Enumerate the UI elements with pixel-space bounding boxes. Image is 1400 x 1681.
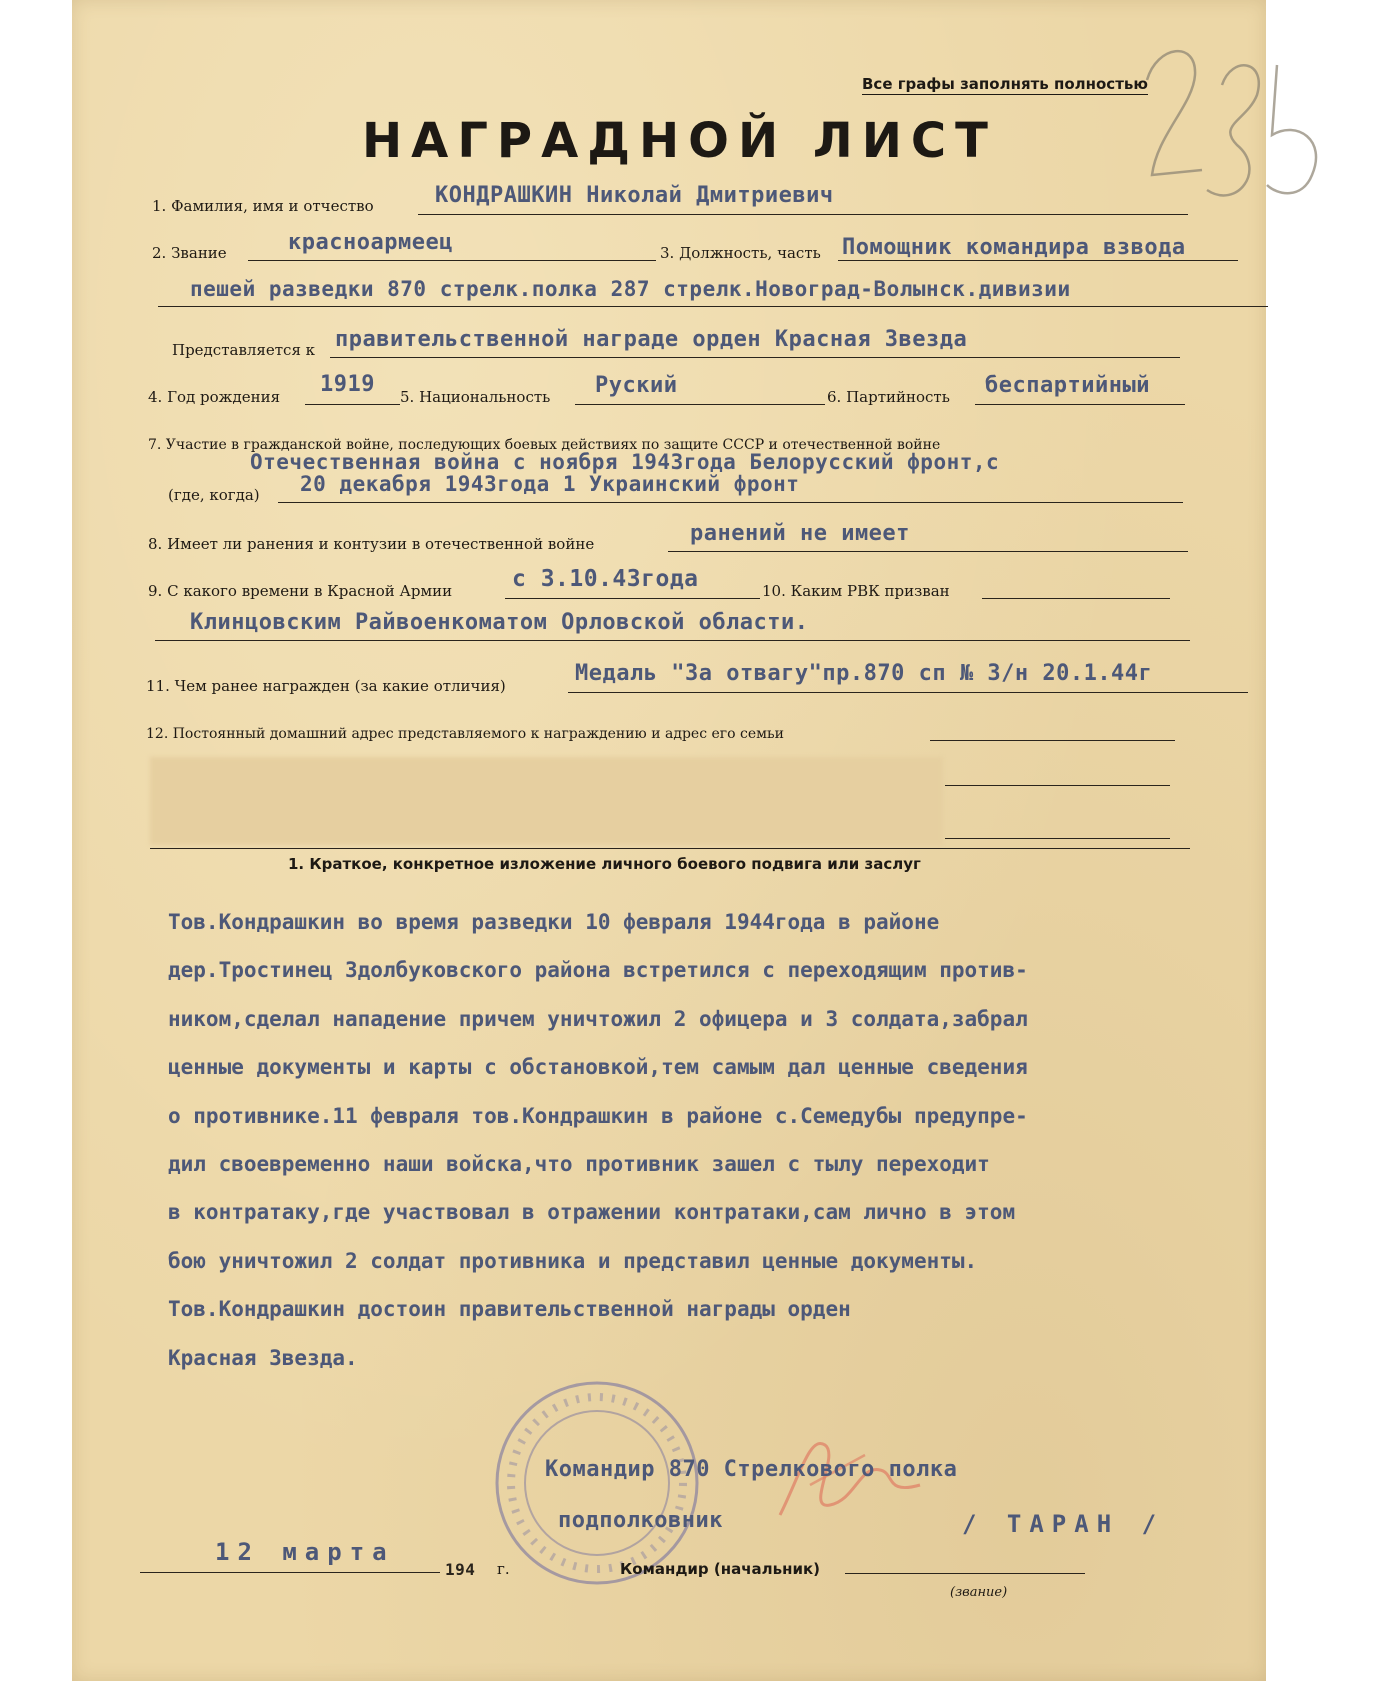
redacted-address-area: [150, 757, 943, 845]
presentation-value: правительственной награде орден Красная Звезда: [335, 327, 968, 352]
field-11-label: 11. Чем ранее награжден (за какие отличия): [146, 677, 506, 695]
regiment-stamp: [492, 1378, 702, 1588]
narrative-line: Тов.Кондрашкин достоин правительственной награды орден: [168, 1297, 851, 1322]
field-4-underline: [305, 404, 400, 405]
section-divider: [150, 848, 1190, 849]
field-9-value: с 3.10.43года: [512, 566, 699, 592]
field-1-value: КОНДРАШКИН Николай Дмитриевич: [435, 183, 834, 208]
narrative-line: в контратаку,где участвовал в отражении контратаки,сам лично в этом: [168, 1200, 1016, 1225]
field-12-underline: [930, 740, 1175, 741]
field-8-value: ранений не имеет: [690, 521, 910, 546]
page-title: НАГРАДНОЙ ЛИСТ: [362, 113, 997, 169]
field-7-underline: [278, 502, 1183, 503]
header-note: Все графы заполнять полностью: [862, 75, 1148, 93]
field-4-value: 1919: [320, 372, 375, 397]
commander-underline: [845, 1573, 1085, 1574]
pencil-number-285: [1127, 25, 1327, 210]
date-year-suffix: г.: [497, 1560, 510, 1578]
presentation-underline: [330, 357, 1180, 358]
presentation-label: Представляется к: [172, 341, 316, 359]
field-8-underline: [668, 551, 1188, 552]
field-5-underline: [575, 404, 825, 405]
field-3-underline: [838, 260, 1238, 261]
narrative-line: дер.Тростинец Здолбуковского района встретился с переходящим против-: [168, 958, 1028, 983]
field-2-underline: [248, 260, 656, 261]
signature-line-2: подполковник: [558, 1508, 723, 1533]
narrative-line: ником,сделал нападение причем уничтожил 2 офицера и 3 солдата,забрал: [168, 1006, 1028, 1031]
date-underline: [140, 1572, 440, 1573]
field-3-value-cont: пешей разведки 870 стрелк.полка 287 стрелк.Новоград-Волынск.дивизии: [190, 277, 1071, 301]
field-9-label: 9. С какого времени в Красной Армии: [148, 582, 453, 600]
field-7-label-cont: (где, когда): [168, 486, 260, 504]
section-heading: 1. Краткое, конкретное изложение личного боевого подвига или заслуг: [288, 855, 921, 873]
field-12-label: 12. Постоянный домашний адрес представляемого к награждению и адрес его семьи: [146, 726, 784, 742]
address-line-3: [945, 838, 1170, 839]
field-8-label: 8. Имеет ли ранения и контузии в отечественной войне: [148, 535, 595, 553]
field-11-value: Медаль "За отвагу"пр.870 сп № 3/н 20.1.44г: [575, 661, 1153, 686]
field-10-underline: [982, 598, 1170, 599]
narrative-line: дил своевременно наши войска,что противник зашел с тылу переходит: [168, 1152, 990, 1177]
field-2-value: красноармеец: [288, 230, 453, 255]
field-1-label: 1. Фамилия, имя и отчество: [152, 197, 374, 215]
commander-label: Командир (начальник): [620, 1560, 821, 1578]
narrative-line: о противнике.11 февраля тов.Кондрашкин в районе с.Семедубы предупре-: [168, 1103, 1028, 1128]
rank-label: (звание): [950, 1585, 1008, 1600]
field-10-value: Клинцовским Райвоенкоматом Орловской области.: [190, 610, 809, 635]
field-10-cont-underline: [155, 640, 1190, 641]
narrative-line: Тов.Кондрашкин во время разведки 10 февраля 1944года в районе: [168, 910, 940, 934]
field-7-value-2: 20 декабря 1943года 1 Украинский фронт: [300, 472, 800, 496]
field-3-value: Помощник командира взвода: [842, 235, 1186, 260]
field-6-value: беспартийный: [985, 373, 1150, 398]
narrative-text: [168, 898, 1268, 1382]
field-4-label: 4. Год рождения: [148, 388, 281, 406]
signature-name: / ТАРАН /: [962, 1510, 1165, 1538]
narrative-line: бою уничтожил 2 солдат противника и представил ценные документы.: [168, 1248, 978, 1273]
field-7-value-1: Отечественная война с ноября 1943года Белорусский фронт,с: [250, 450, 1000, 474]
field-9-underline: [505, 598, 760, 599]
narrative-line: Красная Звезда.: [168, 1345, 358, 1370]
date-day-month: 12 марта: [215, 1538, 395, 1566]
field-2-label: 2. Звание: [152, 244, 227, 262]
field-6-underline: [975, 404, 1185, 405]
narrative-line: ценные документы и карты с обстановкой,тем самым дал ценные сведения: [168, 1055, 1028, 1080]
field-10-label: 10. Каким РВК призван: [762, 582, 950, 600]
field-3-label: 3. Должность, часть: [660, 244, 821, 262]
field-7-label: 7. Участие в гражданской войне, последующих боевых действиях по защите СССР и отечественной войне: [148, 437, 941, 453]
date-year: 194: [445, 1560, 476, 1579]
field-5-value: Руский: [595, 373, 678, 398]
field-3-cont-underline: [158, 306, 1268, 307]
field-11-underline: [568, 692, 1248, 693]
field-6-label: 6. Партийность: [827, 388, 950, 406]
field-1-underline: [418, 214, 1188, 215]
signature-line-1: Командир 870 Стрелкового полка: [545, 1457, 958, 1482]
address-line-2: [945, 785, 1170, 786]
field-5-label: 5. Национальность: [400, 388, 551, 406]
